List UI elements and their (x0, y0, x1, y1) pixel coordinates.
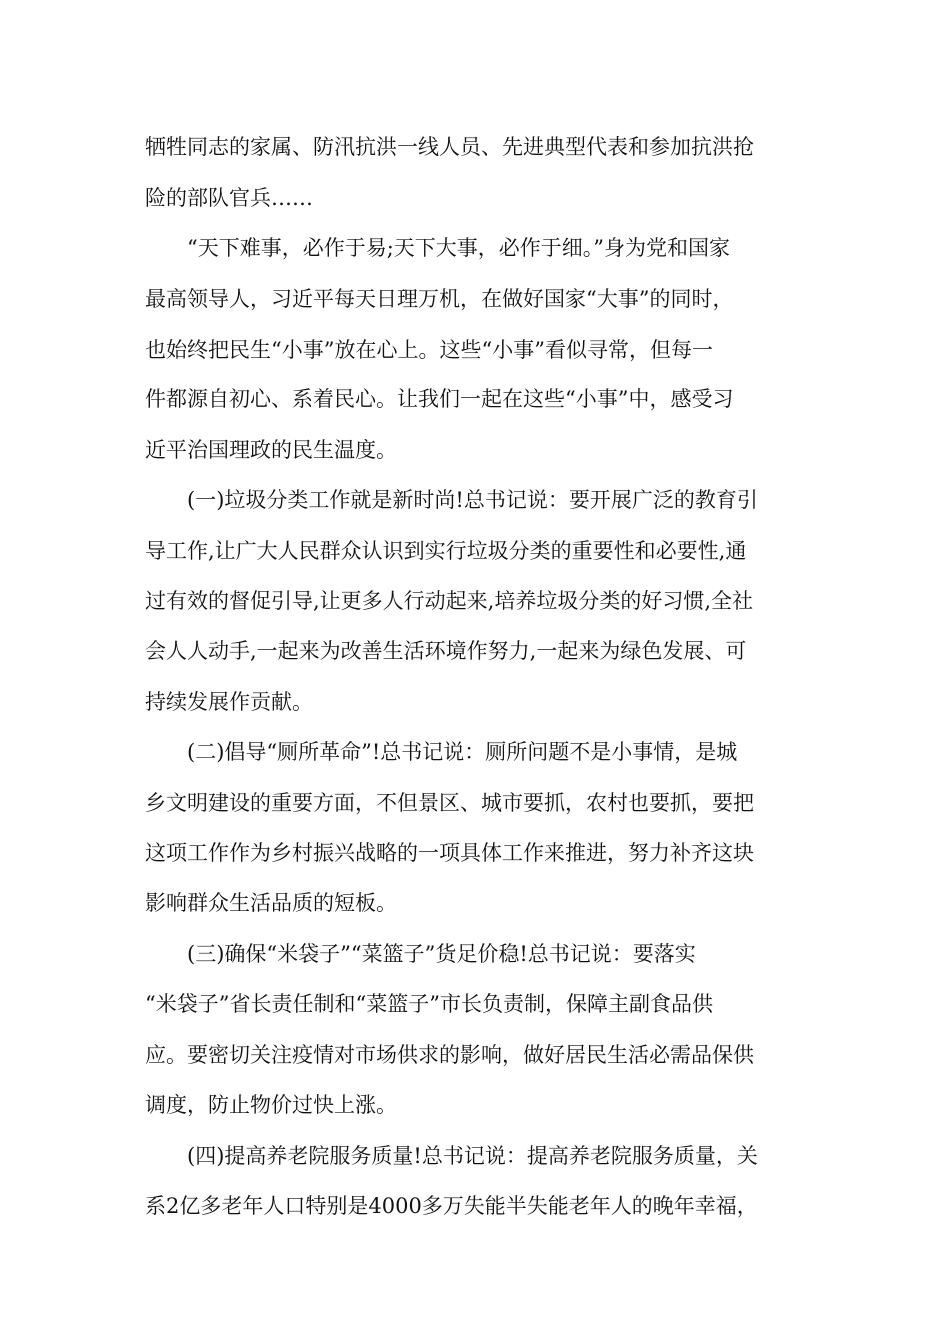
text-line: 险的部队官兵…… (145, 186, 313, 210)
text-line: 最高领导人，习近平每天日理万机，在做好国家“大事”的同时， (145, 287, 734, 311)
text-line: 件都源自初心、系着民心。让我们一起在这些“小事”中，感受习 (145, 387, 734, 411)
text-line: 导工作,让广大人民群众认识到实行垃圾分类的重要性和必要性,通 (145, 539, 747, 563)
text-line: 过有效的督促引导,让更多人行动起来,培养垃圾分类的好习惯,全社 (145, 589, 754, 613)
paragraph-first-line: (三)确保“米袋子”“菜篮子”货足价稳!总书记说：要落实 (187, 942, 696, 966)
paragraph-first-line: (一)垃圾分类工作就是新时尚!总书记说：要开展广泛的教育引 (187, 488, 758, 512)
text-line: 影响群众生活品质的短板。 (145, 891, 397, 915)
text-line: 应。要密切关注疫情对市场供求的影响，做好居民生活必需品保供 (145, 1043, 754, 1067)
text-line: 乡文明建设的重要方面，不但景区、城市要抓，农村也要抓，要把 (145, 791, 754, 815)
text-line: 系2亿多老年人口特别是4000多万失能半失能老年人的晚年幸福， (145, 1194, 758, 1218)
text-line: 这项工作作为乡村振兴战略的一项具体工作来推进，努力补齐这块 (145, 841, 754, 865)
paragraph-first-line: (二)倡导“厕所革命”!总书记说：厕所问题不是小事情，是城 (187, 740, 738, 764)
text-line: 牺牲同志的家属、防汛抗洪一线人员、先进典型代表和参加抗洪抢 (145, 135, 754, 159)
text-line: 会人人动手,一起来为改善生活环境作努力,一起来为绿色发展、可 (145, 639, 747, 663)
text-line: 调度，防止物价过快上涨。 (145, 1093, 397, 1117)
text-line: “米袋子”省长责任制和“菜篮子”市长负责制，保障主副食品供 (145, 992, 713, 1016)
paragraph-first-line: “天下难事，必作于易;天下大事，必作于细。”身为党和国家 (187, 236, 731, 260)
text-line: 也始终把民生“小事”放在心上。这些“小事”看似寻常，但每一 (145, 338, 713, 362)
paragraph-first-line: (四)提高养老院服务质量!总书记说：提高养老院服务质量，关 (187, 1144, 758, 1168)
text-line: 近平治国理政的民生温度。 (145, 438, 397, 462)
text-line: 持续发展作贡献。 (145, 690, 313, 714)
